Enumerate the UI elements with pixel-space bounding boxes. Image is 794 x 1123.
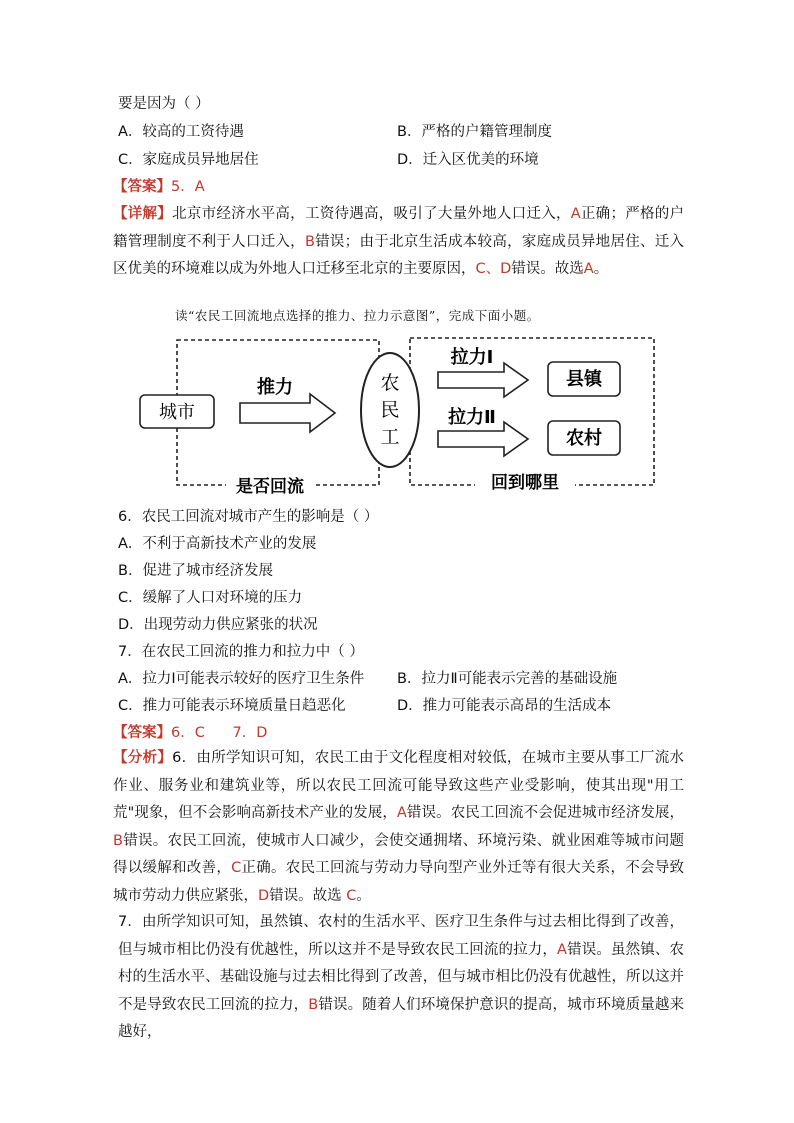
- q5-option-d: D．迁入区优美的环境: [397, 152, 539, 168]
- q6-option-d: D．出现劳动力供应紧张的状况: [118, 617, 318, 633]
- detail-letter: B: [304, 233, 315, 250]
- analysis-letter: C: [346, 887, 357, 904]
- analysis-letter: A: [396, 805, 407, 821]
- worker-char-3: 工: [380, 426, 400, 448]
- push-label: 推力: [257, 377, 293, 398]
- q6-option-b: B．促进了城市经济发展: [118, 563, 273, 579]
- city-label: 城市: [159, 402, 195, 423]
- analysis-tag: 【分析】: [113, 750, 173, 766]
- answer-tag: 【答案】: [113, 725, 171, 741]
- analysis-letter: A: [557, 941, 567, 958]
- q5-option-c: C．家庭成员异地居住: [118, 152, 259, 168]
- analysis-text: 7．由所学知识可知，虽然镇、农村的生活水平、医疗卫生条件与过去相比得到了改善，但与城市相比仍没有优越性，所以这并不是导致农民工回流的拉力，: [118, 914, 684, 958]
- detail-text: 错误；由于北京生活成本较高，家庭成员异地居住、迁入区优: [113, 233, 684, 277]
- q7-stem: 7．在农民工回流的推力和拉力中（ ）: [118, 644, 364, 660]
- q5-detail: [113, 201, 684, 284]
- q6-option-c: C．缓解了人口对环境的压力: [118, 590, 303, 606]
- analysis-letter: D: [258, 887, 270, 904]
- detail-text: 北京市经济水平高，工资待遇高，吸引了大量外地人口迁入，: [172, 206, 571, 222]
- q5-option-a: A．较高的工资待遇: [118, 124, 244, 140]
- analysis-text: 错误。随着人们环境保护意识的提高，城市环境质量越来越好，: [118, 996, 685, 1040]
- diagram-instruction: 读“农民工回流地点选择的推力、拉力示意图”，完成下面小题。: [175, 308, 540, 323]
- analysis-text: 错误。故选: [269, 887, 347, 904]
- analysis-text: 错误。农民工回流不会促进城市经济发展，: [406, 805, 685, 821]
- detail-letter: A: [583, 261, 594, 277]
- q5-answer: 5．A: [171, 179, 205, 195]
- detail-letter: C、D: [475, 261, 512, 277]
- pull1-label: 拉力Ⅰ: [450, 347, 494, 368]
- pull2-label: 拉力Ⅱ: [448, 407, 496, 428]
- q67-answer-line: [113, 724, 267, 742]
- q7-option-b: B．拉力Ⅱ可能表示完善的基础设施: [397, 671, 618, 687]
- q5-stem-tail: 要是因为（ ）: [118, 96, 210, 112]
- analysis-letter: B: [308, 996, 319, 1013]
- detail-text: 美的环境难以成为外地人口迁移至北京的主要原因，: [142, 261, 476, 277]
- detail-text: 错误。故选: [511, 261, 584, 277]
- detail-letter: A: [570, 206, 581, 222]
- push-pull-diagram: [130, 330, 670, 500]
- q6-option-a: A．不利于高新技术产业的发展: [118, 536, 317, 552]
- detail-text: 正确；严格的户籍: [113, 206, 685, 250]
- q7-option-a: A．拉力Ⅰ可能表示较好的医疗卫生条件: [118, 671, 365, 687]
- q7-option-c: C．推力可能表示环境质量日趋恶化: [118, 698, 346, 714]
- q6-stem: 6．农民工回流对城市产生的影响是（ ）: [118, 509, 379, 525]
- analysis-text: 。: [356, 887, 371, 904]
- village-label: 农村: [566, 428, 602, 449]
- detail-text: 管理制度不利于人口迁入，: [127, 233, 305, 250]
- pull1-arrow: [438, 363, 528, 397]
- analysis-text: 错误。农民工回流，使城市人口减少，会使交通拥堵、环境污染、就业困难等城市问题得以缓解和改善，: [113, 832, 684, 876]
- q67-answer: 6．C 7．D: [171, 725, 268, 741]
- q5-option-b: B．严格的户籍管理制度: [397, 124, 552, 140]
- analysis-text: 错误。虽然镇、农村的生活水平、基础设施与过去相比得到了改善，但与城市相比仍没有优越性，所以这并不是导致农民工回流的拉力，: [118, 941, 685, 1013]
- analysis-text: 6．由所学知识可知，农民工由于文化程度相对较低，在城市主要从事工厂流水作业、服务业和建筑业等，所以农民工回流可能导致这些产业受影响，使其出现"用工荒"现象，但不会影响高新技术产业的发展，: [113, 750, 684, 821]
- q5-answer-line: [113, 178, 205, 196]
- q7-analysis: [118, 909, 684, 1047]
- q7-option-d: D．推力可能表示高昂的生活成本: [397, 698, 612, 714]
- detail-text: 。: [593, 261, 609, 277]
- analysis-letter: C: [231, 860, 242, 876]
- analysis-letter: B: [113, 832, 123, 849]
- push-arrow: [240, 394, 335, 432]
- right-caption: 回到哪里: [491, 473, 559, 493]
- worker-char-1: 农: [380, 372, 400, 394]
- left-caption: 是否回流: [236, 477, 304, 497]
- worker-char-2: 民: [380, 399, 400, 421]
- analysis-text: 正确。农民工回流与劳动力导向型产业外迁等有很大关系，不会导致城市劳动力供应紧张，: [113, 860, 684, 904]
- q6-analysis: [113, 745, 684, 910]
- answer-tag: 【答案】: [113, 179, 171, 195]
- right-dashed-box: [410, 338, 654, 485]
- county-town-label: 县镇: [566, 369, 602, 390]
- detail-tag: 【详解】: [113, 206, 173, 222]
